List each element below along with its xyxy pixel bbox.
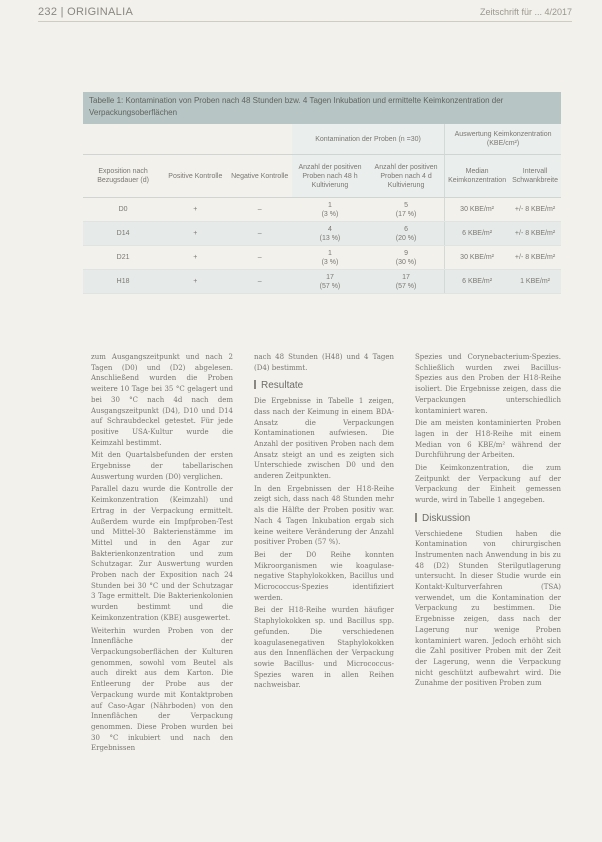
paragraph: Bei der D0 Reihe konnten Mikroorganismen wie koagulase-negative Staphylokokken, Bacillus und Micrococcus-Spezies identifiziert werden. [254,550,394,602]
table-header-negative: Negative Kontrolle [228,155,292,198]
paragraph: Die am meisten kontaminierten Proben lagen in der H18-Reihe mit einem Median von 6 KBE/m² während der Durchführung der Arbeiten. [415,419,561,460]
cell-median: 6 KBE/m² [445,270,509,294]
table-header-4d: Anzahl der positiven Proben nach 4 d Kultivierung [368,155,445,198]
cell-48h: 1 (3 %) [292,198,368,222]
cell-median: 6 KBE/m² [445,222,509,246]
page-header-left: 232 | ORIGINALIA [38,6,134,18]
results-table [83,124,561,294]
paragraph: Die Keimkonzentration, die zum Zeitpunkt der Verpackung auf der Verpackung der Einheit gemessen wurde, wird in Tabelle 1 angegeben. [415,464,561,505]
table-row [83,246,561,270]
cell-range: +/- 8 KBE/m² [509,198,561,222]
paragraph: Parallel dazu wurde die Kontrolle der Keimkonzentration (Keimzahl) und Ertrag in der Verpackung ermittelt. Außerdem wurde ein Impfproben-Test und Mittel-30 Bakterienstämme im Mittel und in den Agar zur Bakterienkonzentration und zum Schutzagar. Zur Auswertung wurden Proben nach der Exposition nach 24 Stunden bei 30 °C und der Schutzagar 3 Tage ermittelt. Die Bakterienkolonien wurden bestimmt und die Keimkonzentration (KBE) ausgewertet. [91,485,233,622]
section-marker-icon [254,380,256,389]
table-row [83,270,561,294]
paragraph: Spezies und Corynebacterium-Spezies. Schließlich wurden zwei Bacillus-Spezies aus den Proben der H18-Reihe isoliert. Die Ergebnisse zeigen, dass die Verpackungen unterschiedlich kontaminiert waren. [415,353,561,415]
section-heading-discussion: Diskussion [415,513,561,525]
cell-negative: – [228,198,292,222]
cell-range: +/- 8 KBE/m² [509,222,561,246]
text-column-2 [254,352,394,693]
cell-range: 1 KBE/m² [509,270,561,294]
cell-4d: 17 (57 %) [368,270,445,294]
cell-median: 30 KBE/m² [445,198,509,222]
section-heading-results: Resultate [254,380,394,392]
cell-positive: + [163,198,227,222]
cell-4d: 5 (17 %) [368,198,445,222]
cell-48h: 17 (57 %) [292,270,368,294]
table-header-empty [83,124,292,155]
paragraph: Die Ergebnisse in Tabelle 1 zeigen, dass nach der Keimung in einem BDA-Ansatz die Verpackungen Kontaminationen aufwiesen. Die Anzahl der positiven Proben nach dem Ansatz steigt an und es zeigten sich Unterschiede zwischen D0 und den anderen Zeitpunkten. [254,397,394,481]
table-header-median: Median Keimkonzentration [445,155,509,198]
paragraph: Bei der H18-Reihe wurden häufiger Staphylokokken sp. und Bacillus spp. gefunden. Die verschiedenen koagulasenegativen Staphylokokken aus den Innenflächen der Verpackung sowie Bacillus- und Micrococcus-Spezies waren in allen Reihen nachweisbar. [254,606,394,690]
cell-negative: – [228,246,292,270]
cell-median: 30 KBE/m² [445,246,509,270]
table-row [83,198,561,222]
header-rule [38,21,572,22]
cell-positive: + [163,222,227,246]
cell-exposure: D0 [83,198,163,222]
text-column-3 [415,352,561,691]
paragraph: In den Ergebnissen der H18-Reihe zeigt sich, dass nach 48 Stunden mehr als die Hälfte der Proben positiv war. Nach 4 Tagen Inkubation ergab sich keine weitere Veränderung der Anzahl positiver Proben (57 %). [254,484,394,547]
cell-48h: 1 (3 %) [292,246,368,270]
cell-positive: + [163,270,227,294]
results-table-block [83,92,561,297]
cell-exposure: D21 [83,246,163,270]
table-group-contamination: Kontamination der Proben (n =30) [292,124,445,155]
cell-negative: – [228,270,292,294]
table-header-range: Intervall Schwankbreite [509,155,561,198]
cell-negative: – [228,222,292,246]
table-caption: Tabelle 1: Kontamination von Proben nach 48 Stunden bzw. 4 Tagen Inkubation und ermittelte Keimkonzentration der Verpackungsoberflächen [83,92,561,124]
text-column-1 [91,352,233,756]
table-row [83,222,561,246]
paragraph: Mit den Quartalsbefunden der ersten Ergebnisse der tabellarischen Auswertung wurden (D0) verglichen. [91,451,233,481]
cell-exposure: D14 [83,222,163,246]
cell-exposure: H18 [83,270,163,294]
paragraph: zum Ausgangszeitpunkt und nach 2 Tagen (D0) und (D2) abgelesen. Anschließend wurden die Proben weitere 10 Tage bei 35 °C gelagert und bei 30 °C nach 4d nach dem Ausgangszeitpunkt (D4), D10 und D14 auf Schraubdeckel getestet. Für jede positive USA-Kultur wurde die Keimzahl bestimmt. [91,353,233,447]
table-group-concentration: Auswertung Keimkonzentration (KBE/cm²) [445,124,561,155]
section-marker-icon [415,513,417,522]
table-header-positive: Positive Kontrolle [163,155,227,198]
cell-4d: 9 (30 %) [368,246,445,270]
paragraph: nach 48 Stunden (H48) und 4 Tagen (D4) bestimmt. [254,353,394,372]
table-header-exposure: Exposition nach Bezugsdauer (d) [83,155,163,198]
paragraph: Weiterhin wurden Proben von der Innenfläche der Verpackungsoberflächen der Kulturen genommen, sowohl vom Beutel als auch direkt aus dem Karton. Die Entleerung der Probe aus der Verpackung wurde mit Kontaktproben auf Caso-Agar (Nährboden) von den Innenflächen der Verpackung genommen. Diese Proben wurden bei 30 °C inkubiert und nach den Ergebnissen [91,626,233,753]
page-header-right: Zeitschrift für ... 4/2017 [479,7,572,17]
cell-positive: + [163,246,227,270]
cell-48h: 4 (13 %) [292,222,368,246]
cell-range: +/- 8 KBE/m² [509,246,561,270]
table-header-48h: Anzahl der positiven Proben nach 48 h Kultivierung [292,155,368,198]
paragraph: Verschiedene Studien haben die Kontamination von chirurgischen Instrumenten nach Anwendung in bis zu 48 (D2) Stunden Sterilgutlagerung untersucht. In dieser Studie wurde ein Kontakt-Kulturverfahren (TSA) verwendet, um die Kontamination der Verpackung zu bestimmen. Die Ergebnisse zeigen, dass nach der Lagerung nur wenige Proben kontaminiert waren. Jedoch erhöht sich die Zahl positiver Proben mit der Zeit der Lagerung, wenn die Verpackung nicht geschützt aufbewahrt wird. Die Zunahme der positiven Proben zum [415,529,561,688]
cell-4d: 6 (20 %) [368,222,445,246]
